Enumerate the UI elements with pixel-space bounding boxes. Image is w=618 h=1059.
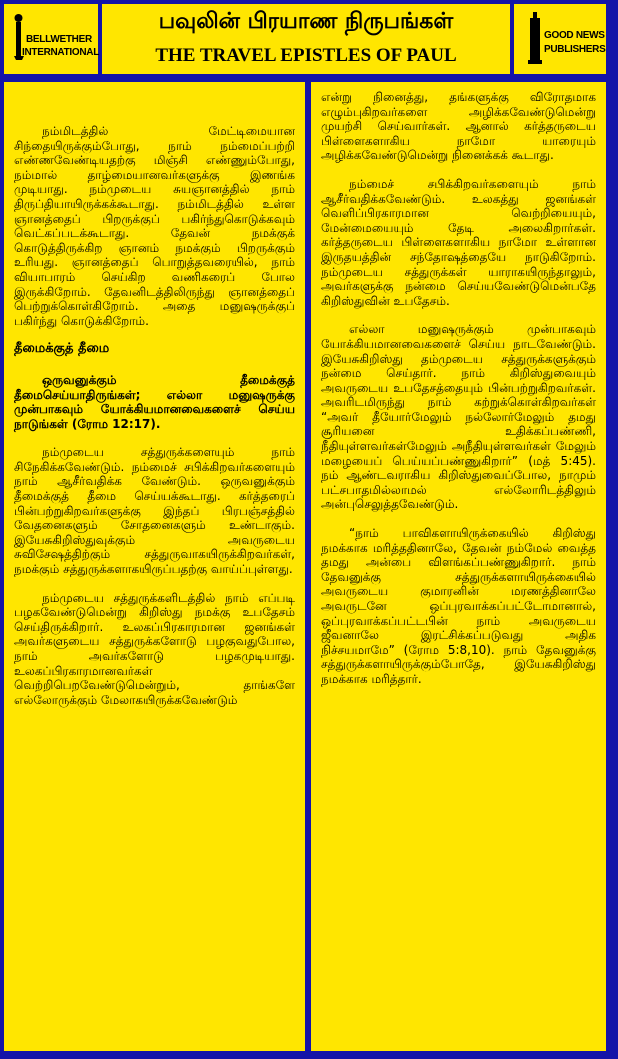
left-paragraph-3: நம்முடைய சத்துருக்களிடத்தில் நாம் எப்படி பழகவேண்டுமென்று கிறிஸ்து நமக்கு உபதேசம் செய்திருக்கிறார். உலகப்பிரகாரமான ஜனங்கள் அவர்களுடைய சத்துருக்களோடு பழகுவதுபோல, நாம் அவர்களோடு பழகமுடியாது. உலகப்பிரகாரமானவர்கள் வெற்றிபெறவேண்டுமென்றும், தாங்களே எல்லோருக்கும் மேலாகயிருக்கவேண்டும் xyxy=(14,590,295,707)
logo-right-line1: GOOD NEWS xyxy=(544,30,605,41)
good-news-logo xyxy=(514,4,606,74)
logo-right-line2: PUBLISHERS xyxy=(544,44,606,55)
title-box xyxy=(102,4,510,74)
section-heading: தீமைக்குத் தீமை xyxy=(14,341,110,357)
right-paragraph-2: நம்மைச் சபிக்கிறவர்களையும் நாம் ஆசீர்வதிக்கவேண்டும். உலகத்து ஜனங்கள் வெளிப்பிரகாரமான வெற்றியையும், மேன்மையையும் தேடி அலைகிறார்கள். கர்த்தருடைய பிள்ளைகளாகிய நாமோ உள்ளான இருதயத்தின் சந்தோஷத்தையே நாடுகிறோம். நம்முடைய சத்துருக்கள் யாராகயிருந்தாலும், அவர்களுக்கு நன்மை செய்யவேண்டுமென்பதே கிறிஸ்துவின் உபதேசம். xyxy=(321,176,596,308)
right-paragraph-1: என்று நினைத்து, தங்களுக்கு விரோதமாக எழும்புகிறவர்களை அழிக்கவேண்டுமென்று முயற்சி செய்வார்கள். ஆனால் கர்த்தருடைய பிள்ளைகளாகிய நாமோ யாரையும் அழிக்கவேண்டுமென்று நினைக்கக் கூடாது. xyxy=(321,90,596,163)
left-paragraph-1: நம்மிடத்தில் மேட்டிமையான சிந்தையிருக்கும்போது, நாம் நம்மைப்பற்றி எண்ணவேண்டியதற்கு மிஞ்சி எண்ணும்போது, நம்மால் தாழ்மையானவர்களுக்கு இணங்க முடியாது. நம்முடைய சுயஞானத்தில் நாம் திருப்தியாயிருக்கக்கூடாது. நம்மிடத்தில் உள்ள ஞானத்தைப் பிறருக்குப் பகிர்ந்துகொடுக்கவும் வெட்கப்படக்கூடாது. தேவன் நமக்குக் கொடுத்திருக்கிற ஞானம் நமக்கும் பிறருக்கும் உரியது. ஞானத்தைப் பொறுத்தவரையில், நாம் வியாபாரம் செய்கிற வணிகரைப் போல இருக்கிறோம். தேவனிடத்திலிருந்து ஞானத்தைப் பெற்றுக்கொள்கிறோம். அதை மனுஷருக்குப் பகிர்ந்து கொடுக்கிறோம். xyxy=(14,124,295,328)
page-title-english: THE TRAVEL EPISTLES OF PAUL xyxy=(155,45,457,66)
verse-quote: ஒருவனுக்கும் தீமைக்குத் தீமைசெய்யாதிருங்கள்; எல்லா மனுஷருக்கு முன்பாகவும் யோக்கியமானவைகளைச் செய்ய நாடுங்கள் (ரோம 12:17). xyxy=(14,372,295,431)
right-column xyxy=(311,82,606,1051)
right-paragraph-4: “நாம் பாவிகளாயிருக்கையில் கிறிஸ்து நமக்காக மரித்ததினாலே, தேவன் நம்மேல் வைத்த தமது அன்பை விளங்கப்பண்ணுகிறார். நாம் தேவனுக்கு சத்துருக்களாயிருக்கையில் அவருடைய குமாரனின் மரணத்தினாலே அவருடனே ஒப்புரவாக்கப்பட்டோமானால், ஒப்புரவாக்கப்பட்டபின் நாம் அவருடைய ஜீவனாலே இரட்சிக்கப்படுவது அதிக நிச்சயமாமே” (ரோம 5:8,10). நாம் தேவனுக்கு சத்துருக்களாயிருக்கும்போதே, இயேசுகிறிஸ்து நமக்காக மரித்தார். xyxy=(321,526,596,686)
logo-left-line2: INTERNATIONAL xyxy=(22,47,100,58)
right-paragraph-3: எல்லா மனுஷருக்கும் முன்பாகவும் யோக்கியமானவைகளைச் செய்ய நாடவேண்டும். இயேசுகிறிஸ்து தம்முடைய சத்துருக்களுக்கும் நன்மை செய்தார். நாம் கிறிஸ்துவையும் அவருடைய உபதேசத்தையும் பின்பற்றுகிறவர்கள். அவரிடமிருந்து நாம் கற்றுக்கொள்கிறவர்கள் “அவர் தீயோர்மேலும் நல்லோர்மேலும் தமது சூரியனை உதிக்கப்பண்ணி, நீதியுள்ளவர்கள்மேலும் அநீதியுள்ளவர்கள் மேலும் மழையைப் பெய்யப்பண்ணுகிறார்” (மத் 5:45). நம் ஆண்டவராகிய கிறிஸ்துவைப்போல, நாமும் பட்சபாதமில்லாமல் எல்லோரிடத்திலும் அன்புசெலுத்தவேண்டும். xyxy=(321,322,596,512)
header xyxy=(0,0,610,78)
left-column xyxy=(4,82,305,1051)
page-title-tamil: பவுலின் பிரயாண நிருபங்கள் xyxy=(158,9,454,34)
logo-left-line1: BELLWETHER xyxy=(26,34,92,45)
left-paragraph-2: நம்முடைய சத்துருக்களையும் நாம் சிநேகிக்கவேண்டும். நம்மைச் சபிக்கிறவர்களையும் நாம் ஆசீர்வதிக்க வேண்டும். ஒருவனுக்கும் தீமைக்குத் தீமை செய்யக்கூடாது. கர்த்தரைப் பின்பற்றுகிறவர்களுக்கு இந்தப் பிரபஞ்சத்தில் வேதனைகளும் சோதனைகளும் உண்டாகும். இயேசுகிறிஸ்துவுக்கும் அவருடைய சுவிசேஷத்திற்கும் சத்துருவாகயிருக்கிறவர்கள், நமக்கும் சத்துருக்களாகயிருப்பதற்கு வாய்ப்புள்ளது. xyxy=(14,445,295,577)
bellwether-logo xyxy=(4,4,98,74)
